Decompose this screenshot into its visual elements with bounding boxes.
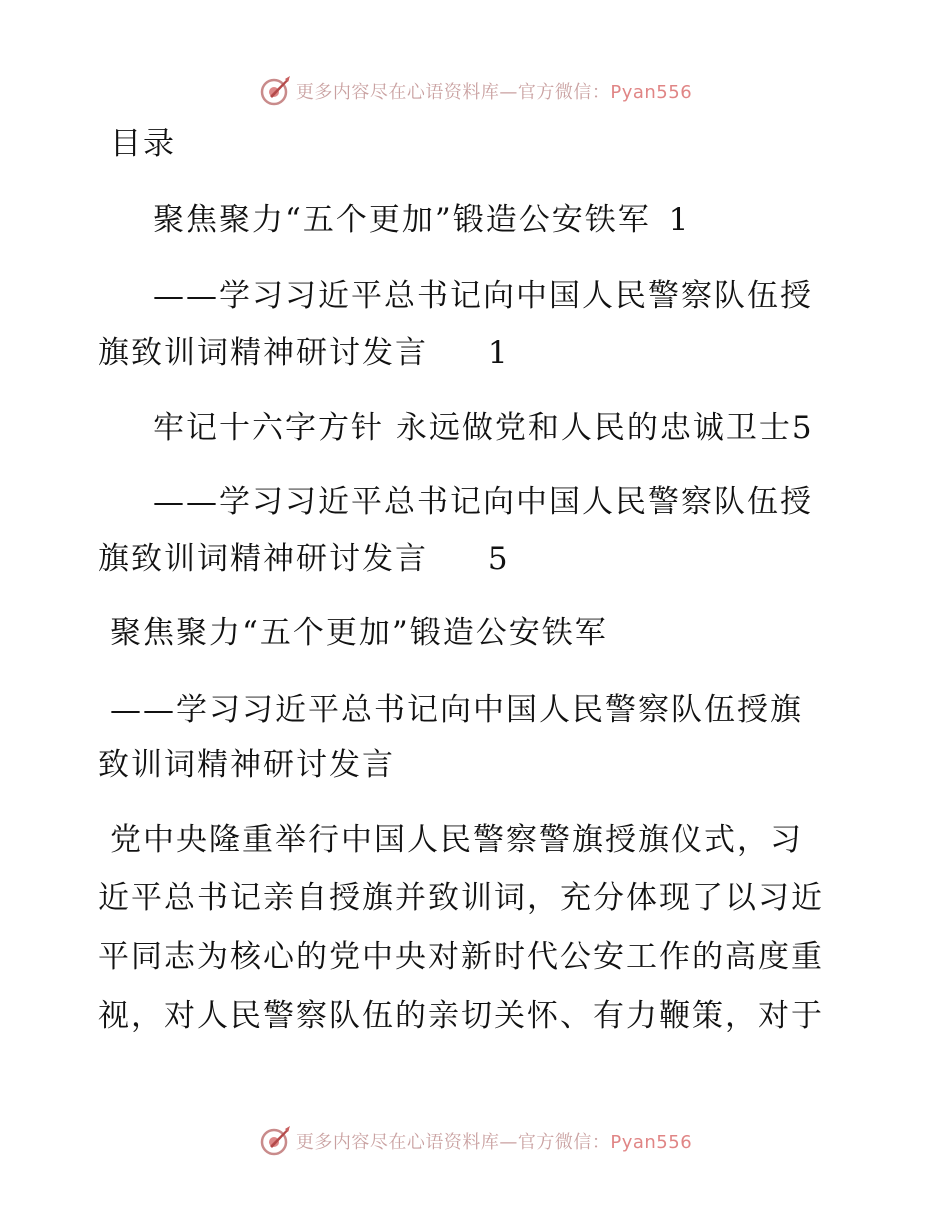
watermark-label: 更多内容尽在心语资料库—官方微信： [295,1132,611,1153]
toc-entry-1-subtitle-page: 1 [487,335,510,371]
toc-entry-2-subtitle-page: 5 [487,541,510,577]
toc-entry-2-title [153,408,814,448]
body-line-2: 近平总书记亲自授旗并致训词，充分体现了以习近 [98,880,824,916]
toc-entry-1-subtitle-cont [98,333,510,373]
quill-logo-icon [258,1124,292,1158]
toc-entry-2-title-text: 牢记十六字方针 永远做党和人民的忠诚卫士 [153,410,792,446]
body-line-1: 党中央隆重举行中国人民警察警旗授旗仪式，习 [110,822,803,858]
toc-entry-2-subtitle-cont [98,539,510,579]
watermark-label: 更多内容尽在心语资料库—官方微信： [295,82,611,103]
header-watermark [0,71,950,111]
watermark-text [296,78,692,104]
body-line-3: 平同志为核心的党中央对新时代公安工作的高度重 [98,939,824,975]
article-title: 聚焦聚力“五个更加”锻造公安铁军 [110,615,608,651]
watermark-text [296,1128,692,1154]
watermark-wechat-id: Pyan556 [610,82,693,103]
toc-title: 目录 [110,126,176,162]
toc-entry-1-page: 1 [668,202,691,238]
toc-entry-1-title-text: 聚焦聚力“五个更加”锻造公安铁军 [153,202,651,238]
quill-logo-icon [258,74,292,108]
footer-watermark [0,1121,950,1161]
article-subtitle-cont: 致训词精神研讨发言 [98,747,395,783]
watermark-wechat-id: Pyan556 [610,1132,693,1153]
toc-entry-2-subtitle-cont-text: 旗致训词精神研讨发言 [98,541,428,577]
toc-entry-2-page: 5 [791,410,814,446]
article-subtitle: ——学习习近平总书记向中国人民警察队伍授旗 [110,692,803,728]
toc-entry-1-subtitle-cont-text: 旗致训词精神研讨发言 [98,335,428,371]
toc-entry-1-title [153,200,690,240]
toc-entry-2-subtitle: ——学习习近平总书记向中国人民警察队伍授 [153,484,813,520]
toc-entry-1-subtitle: ——学习习近平总书记向中国人民警察队伍授 [153,278,813,314]
body-line-4: 视，对人民警察队伍的亲切关怀、有力鞭策，对于 [98,998,824,1034]
